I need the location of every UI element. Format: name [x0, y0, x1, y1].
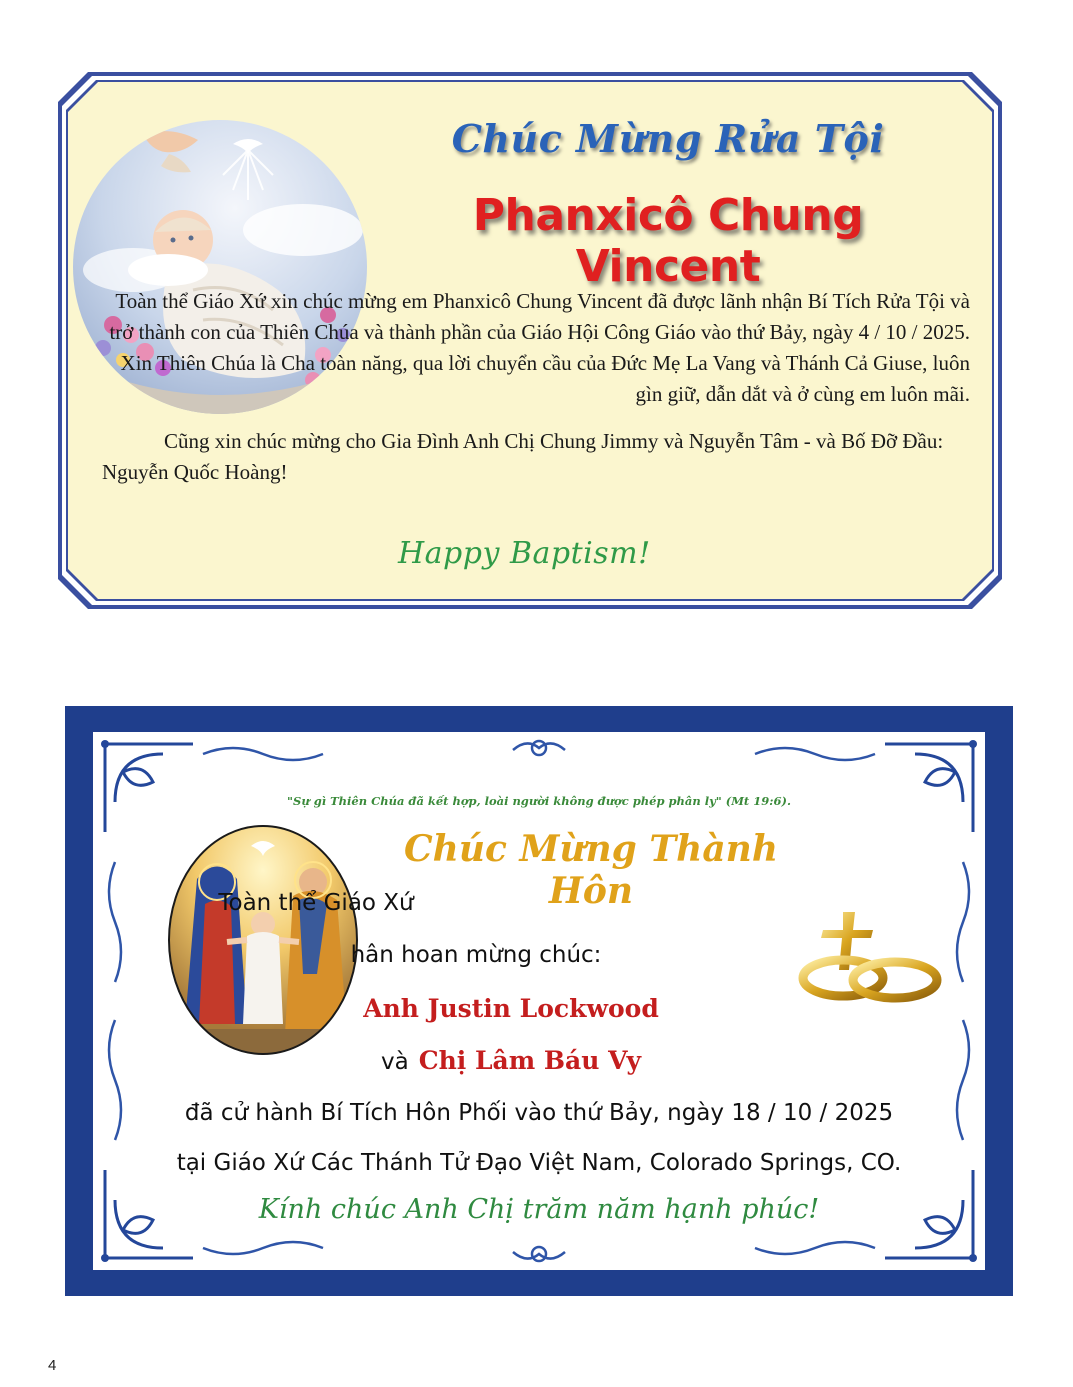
baptized-name: Phanxicô Chung Vincent [472, 190, 864, 292]
groom-name: Anh Justin Lockwood [363, 994, 659, 1023]
baptism-card [58, 72, 1002, 609]
wedding-title: Chúc Mừng Thành Hôn [404, 828, 778, 912]
and-word: và [380, 1049, 409, 1075]
wedding-place-line: tại Giáo Xứ Các Thánh Tử Đạo Việt Nam, Colorado Springs, CO. [176, 1150, 902, 1176]
page-number: 4 [48, 1357, 57, 1374]
wedding-wish: Kính chúc Anh Chị trăm năm hạnh phúc! [258, 1194, 820, 1225]
baptism-paragraph-1: Toàn thể Giáo Xứ xin chúc mừng em Phanxicô Chung Vincent đã được lãnh nhận Bí Tích Rửa Tội và trở thành con của Thiên Chúa và thành phần của Giáo Hội Công Giáo vào thứ Bảy, ngày 4 / 10 / 2025. Xin Thiên Chúa là Cha toàn năng, qua lời chuyển cầu của Đức Mẹ La Vang và Thánh Cả Giuse, luôn gìn giữ, dẫn dắt và ở cùng em luôn mãi. [109, 289, 970, 406]
wedding-rings-icon [795, 908, 945, 1008]
wedding-card [65, 706, 1013, 1296]
wedding-date-line: đã cử hành Bí Tích Hôn Phối vào thứ Bảy, ngày 18 / 10 / 2025 [184, 1100, 894, 1126]
baptism-closing: Happy Baptism! [398, 536, 651, 571]
bride-row [311, 1046, 711, 1075]
baptism-title: Chúc Mừng Rửa Tội [451, 116, 885, 161]
wedding-card-inner [93, 732, 985, 1270]
scripture-quote: "Sự gì Thiên Chúa đã kết hợp, loài người không được phép phân ly" (Mt 19:6). [287, 794, 791, 808]
bride-name: Chị Lâm Báu Vy [418, 1046, 642, 1075]
baptism-message [102, 286, 970, 488]
wedding-line-greeting: hân hoan mừng chúc: [350, 942, 602, 968]
wedding-line-parish: Toàn thể Giáo Xứ [218, 890, 414, 916]
baptism-paragraph-2: Cũng xin chúc mừng cho Gia Đình Anh Chị Chung Jimmy và Nguyễn Tâm - và Bố Đỡ Đầu: Nguyễn Quốc Hoàng! [102, 429, 944, 484]
